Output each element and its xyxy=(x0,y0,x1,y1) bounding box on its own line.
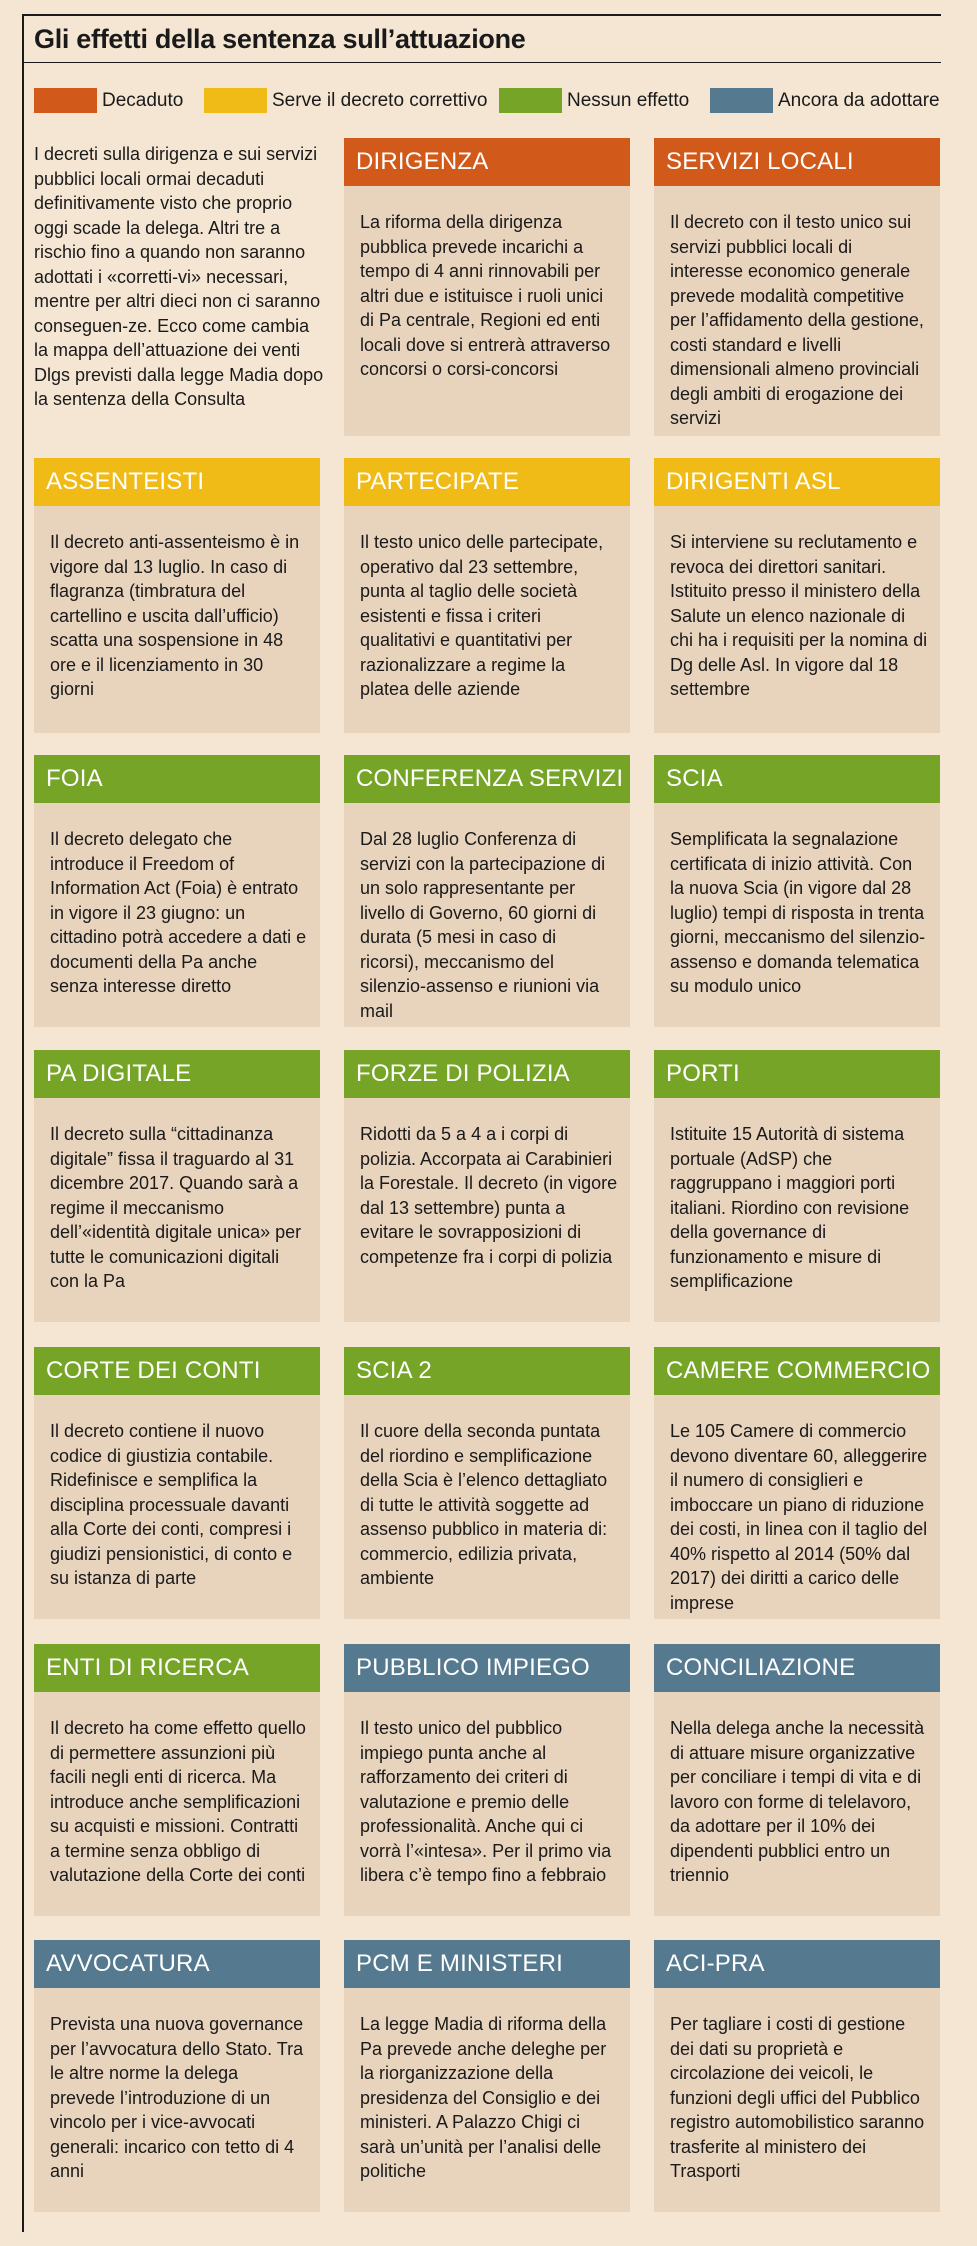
legend-item-decaduto xyxy=(34,88,183,113)
legend-item-nessuno xyxy=(499,88,689,113)
legend-label: Decaduto xyxy=(102,89,184,111)
card-text: Il decreto contiene il nuovo codice di giustizia contabile. Ridefinisce e semplifica la disciplina processuale davanti alla Corte dei conti, compresi i giudizi pensionistici, di conto e su istanza di parte xyxy=(50,1421,293,1588)
card-text: Prevista una nuova governance per l’avvocatura dello Stato. Tra le altre norme la delega prevede l’introduzione di un vincolo per i vice-avvocati generali: incarico con tetto di 4 anni xyxy=(50,2014,304,2181)
card-title: SCIA xyxy=(654,755,940,803)
card-text: Il decreto anti-assenteismo è in vigore dal 13 luglio. In caso di flagranza (timbratura del cartellino e uscita dall’ufficio) scatta una sospensione in 48 ore e il licenziamento in 30 giorni xyxy=(50,532,300,699)
legend-label: Ancora da adottare xyxy=(778,89,940,111)
card-enti-di-ricerca xyxy=(34,1644,320,1916)
card-dirigenti-asl xyxy=(654,458,940,733)
card-title: FOIA xyxy=(34,755,320,803)
card-title: ASSENTEISTI xyxy=(34,458,320,506)
legend-swatch xyxy=(34,88,97,113)
card-aci-pra xyxy=(654,1940,940,2212)
card-scia-2 xyxy=(344,1347,630,1619)
top-rule xyxy=(22,14,941,16)
card-title: SCIA 2 xyxy=(344,1347,630,1395)
card-conciliazione xyxy=(654,1644,940,1916)
card-title: SERVIZI LOCALI xyxy=(654,138,940,186)
card-text: Dal 28 luglio Conferenza di servizi con la partecipazione di un solo rappresentante per livello di Governo, 60 giorni di durata (5 mesi in caso di ricorsi), meccanismo del silenzio-assenso e riunioni via mail xyxy=(360,829,606,1021)
card-title: DIRIGENTI ASL xyxy=(654,458,940,506)
card-text: Ridotti da 5 a 4 a i corpi di polizia. Accorpata ai Carabinieri la Forestale. Il decreto (in vigore dal 13 settembre) punta a evitare le sovrapposizioni di competenze fra i corpi di polizia xyxy=(360,1124,618,1267)
card-title: PCM E MINISTERI xyxy=(344,1940,630,1988)
card-corte-dei-conti xyxy=(34,1347,320,1619)
card-text: Semplificata la segnalazione certificata di inizio attività. Con la nuova Scia (in vigore dal 28 luglio) tempi di risposta in trenta giorni, meccanismo del silenzio-assenso e domanda telematica su modulo unico xyxy=(670,829,926,996)
card-text: Il decreto sulla “cittadinanza digitale” fissa il traguardo al 31 dicembre 2017. Quando sarà a regime il meccanismo dell’«identità digitale unica» per tutte le comunicazioni digitali con la Pa xyxy=(50,1124,302,1291)
card-text: La legge Madia di riforma della Pa prevede anche deleghe per la riorganizzazione della presidenza del Consiglio e dei ministeri. A Palazzo Chigi ci sarà un’unità per l’analisi delle politiche xyxy=(360,2014,607,2181)
card-text: Il decreto ha come effetto quello di permettere assunzioni più facili negli enti di ricerca. Ma introduce anche semplificazioni su acquisti e missioni. Contratti a termine senza obbligo di valutazione della Corte dei conti xyxy=(50,1718,306,1885)
card-text: Nella delega anche la necessità di attuare misure organizzative per conciliare i tempi di vita e di lavoro con forme di telelavoro, da adottare per il 10% dei dipendenti pubblici entro un triennio xyxy=(670,1718,925,1885)
legend-swatch xyxy=(710,88,773,113)
card-servizi-locali xyxy=(654,138,940,436)
title-rule xyxy=(22,62,941,63)
card-title: FORZE DI POLIZIA xyxy=(344,1050,630,1098)
card-text: Il cuore della seconda puntata del riordino e semplificazione della Scia è l’elenco dettagliato di tutte le attività soggette ad assenso pubblico in materia di: commercio, edilizia privata, ambiente xyxy=(360,1421,608,1588)
card-title: AVVOCATURA xyxy=(34,1940,320,1988)
card-text: Si interviene su reclutamento e revoca dei direttori sanitari. Istituito presso il ministero della Salute un elenco nazionale di chi ha i requisiti per la nomina di Dg delle Asl. In vigore dal 18 settembre xyxy=(670,532,928,699)
card-text: Le 105 Camere di commercio devono diventare 60, alleggerire il numero di consiglieri e imboccare un piano di riduzione dei costi, in linea con il taglio del 40% rispetto al 2014 (50% dal 2017) dei diritti a carico delle imprese xyxy=(670,1421,928,1613)
legend-swatch xyxy=(204,88,267,113)
card-pa-digitale xyxy=(34,1050,320,1322)
card-title: PORTI xyxy=(654,1050,940,1098)
page-title: Gli effetti della sentenza sull’attuazione xyxy=(34,24,526,54)
intro-text: I decreti sulla dirigenza e sui servizi pubblici locali ormai decaduti definitivamente visto che proprio oggi scade la delega. Altri tre a rischio fino a quando non saranno adottati i «corretti-vi» necessari, mentre per altri dieci non ci saranno conseguen-ze. Ecco come cambia la mappa dell’attuazione dei venti Dlgs previsti dalla legge Madia dopo la sentenza della Consulta xyxy=(34,144,324,409)
legend-label: Serve il decreto correttivo xyxy=(272,89,488,111)
legend-item-correttivo xyxy=(204,88,487,113)
card-title: ACI-PRA xyxy=(654,1940,940,1988)
card-text: Il decreto delegato che introduce il Freedom of Information Act (Foia) è entrato in vigore il 23 giugno: un cittadino potrà accedere a dati e documenti della Pa anche senza interesse diretto xyxy=(50,829,307,996)
card-text: Istituite 15 Autorità di sistema portuale (AdSP) che raggruppano i maggiori porti italiani. Riordino con revisione della governance di funzionamento e misure di semplificazione xyxy=(670,1124,910,1291)
card-forze-di-polizia xyxy=(344,1050,630,1322)
legend-label: Nessun effetto xyxy=(567,89,690,111)
legend-item-adottare xyxy=(710,88,940,113)
card-avvocatura xyxy=(34,1940,320,2212)
card-assenteisti xyxy=(34,458,320,733)
card-pcm-e-ministeri xyxy=(344,1940,630,2212)
card-porti xyxy=(654,1050,940,1322)
legend-swatch xyxy=(499,88,562,113)
card-scia xyxy=(654,755,940,1027)
card-title: DIRIGENZA xyxy=(344,138,630,186)
card-title: CAMERE COMMERCIO xyxy=(654,1347,940,1395)
card-text: La riforma della dirigenza pubblica prevede incarichi a tempo di 4 anni rinnovabili per altri due e istituisce i ruoli unici di Pa centrale, Regioni ed enti locali dove si entrerà attraverso concorsi o corsi-concorsi xyxy=(360,212,611,379)
card-title: PARTECIPATE xyxy=(344,458,630,506)
card-text: Per tagliare i costi di gestione dei dati su proprietà e circolazione dei veicoli, le funzioni degli uffici del Pubblico registro automobilistico saranno trasferite al ministero dei Trasporti xyxy=(670,2014,925,2181)
card-text: Il testo unico del pubblico impiego punta anche al rafforzamento dei criteri di valutazione e premio delle professionalità. Anche qui ci vorrà l’«intesa». Per il primo via libera c’è tempo fino a febbraio xyxy=(360,1718,612,1885)
card-title: CONFERENZA SERVIZI xyxy=(344,755,630,803)
card-dirigenza xyxy=(344,138,630,436)
card-conferenza-servizi xyxy=(344,755,630,1027)
card-title: PA DIGITALE xyxy=(34,1050,320,1098)
card-foia xyxy=(34,755,320,1027)
card-camere-commercio xyxy=(654,1347,940,1619)
card-partecipate xyxy=(344,458,630,733)
card-title: CORTE DEI CONTI xyxy=(34,1347,320,1395)
legend xyxy=(34,88,941,118)
card-text: Il decreto con il testo unico sui servizi pubblici locali di interesse economico generale prevede modalità competitive per l’affidamento della gestione, costi standard e livelli dimensionali almeno provinciali degli ambiti di erogazione dei servizi xyxy=(670,212,924,428)
card-title: PUBBLICO IMPIEGO xyxy=(344,1644,630,1692)
left-frame-line xyxy=(22,14,24,2232)
card-title: ENTI DI RICERCA xyxy=(34,1644,320,1692)
card-text: Il testo unico delle partecipate, operativo dal 23 settembre, punta al taglio delle società esistenti e fissa i criteri qualitativi e quantitativi per razionalizzare a regime la platea delle aziende xyxy=(360,532,604,699)
card-pubblico-impiego xyxy=(344,1644,630,1916)
card-title: CONCILIAZIONE xyxy=(654,1644,940,1692)
